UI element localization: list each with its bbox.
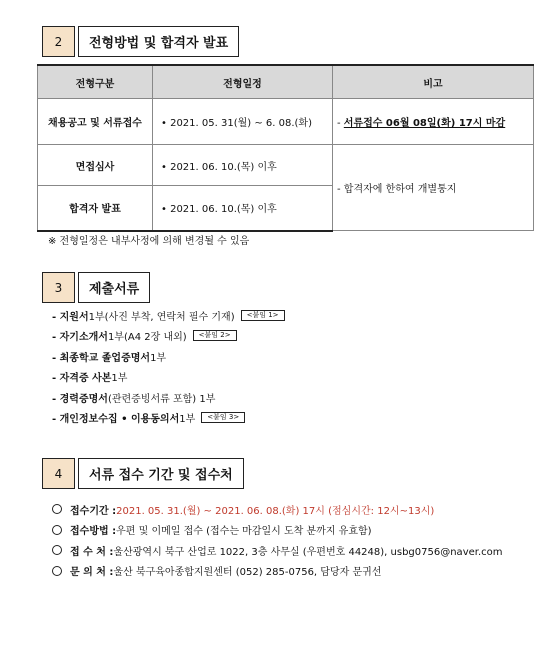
application-info-list: [52, 499, 503, 581]
note-deadline: 서류접수 06월 08일(화) 17시 마감: [343, 118, 506, 129]
attachment-badge: <붙임 2>: [193, 330, 237, 341]
table-header-row: [38, 65, 534, 99]
list-item: [52, 408, 285, 429]
row-note: [333, 99, 534, 145]
doc-desc: 1부(사진 부착, 연락처 필수 기재): [88, 311, 235, 323]
schedule-footnote: ※ 전형일정은 내부사정에 의해 변경될 수 있음: [48, 236, 250, 247]
info-label: 접수기간 :: [70, 505, 117, 517]
doc-desc: 1부: [111, 373, 128, 385]
doc-desc: (관련증빙서류 포함) 1부: [107, 393, 216, 405]
circle-bullet-icon: [52, 525, 62, 535]
row-date: • 2021. 06. 10.(목) 이후: [153, 145, 333, 186]
header-type: 전형구분: [38, 65, 153, 99]
section-4-header: [42, 458, 244, 489]
info-value: 울산 북구육아종합지원센터 (052) 285-0756, 담당자 문귀선: [113, 567, 382, 579]
doc-name: - 지원서: [52, 311, 89, 323]
section-title: 전형방법 및 합격자 발표: [78, 26, 239, 57]
list-item: [52, 367, 285, 388]
list-item: [52, 346, 285, 367]
section-title: 서류 접수 기간 및 접수처: [78, 458, 244, 489]
list-item: [52, 326, 285, 347]
row-date: • 2021. 05. 31(월) ~ 6. 08.(화): [153, 99, 333, 145]
circle-bullet-icon: [52, 504, 62, 514]
list-item: [52, 540, 503, 561]
table-row: [38, 145, 534, 186]
info-label: 문 의 처 :: [70, 567, 114, 579]
section-title: 제출서류: [78, 272, 150, 303]
info-value: 2021. 05. 31.(월) ~ 2021. 06. 08.(화) 17시 (점심시간: 12시~13시): [116, 505, 435, 517]
section-number: 3: [42, 272, 75, 303]
info-label: 접수방법 :: [70, 526, 117, 538]
circle-bullet-icon: [52, 545, 62, 555]
row-type: 채용공고 및 서류접수: [38, 99, 153, 145]
doc-name: - 자격증 사본: [52, 373, 112, 385]
note-prefix: -: [337, 118, 344, 129]
section-2-header: [42, 26, 239, 57]
schedule-table: [37, 64, 534, 232]
circle-bullet-icon: [52, 566, 62, 576]
doc-desc: 1부: [179, 414, 196, 426]
list-item: [52, 561, 503, 582]
merged-note: - 합격자에 한하여 개별통지: [333, 145, 534, 231]
document-list: [52, 305, 285, 428]
list-item: [52, 387, 285, 408]
info-value: 울산광역시 북구 산업로 1022, 3층 사무실 (우편번호 44248), usbg0756@naver.com: [113, 546, 503, 558]
doc-desc: 1부: [150, 352, 167, 364]
doc-desc: 1부(A4 2장 내외): [107, 332, 187, 344]
doc-name: - 자기소개서: [52, 332, 108, 344]
row-type: 합격자 발표: [38, 186, 153, 231]
row-type: 면접심사: [38, 145, 153, 186]
row-date: • 2021. 06. 10.(목) 이후: [153, 186, 333, 231]
section-3-header: [42, 272, 150, 303]
list-item: [52, 305, 285, 326]
list-item: [52, 499, 503, 520]
info-value: 우편 및 이메일 접수 (접수는 마감일시 도착 분까지 유효함): [116, 526, 372, 538]
section-number: 2: [42, 26, 75, 57]
doc-name: - 경력증명서: [52, 393, 108, 405]
doc-name: - 개인정보수집 • 이용동의서: [52, 414, 180, 426]
header-note: 비고: [333, 65, 534, 99]
list-item: [52, 520, 503, 541]
attachment-badge: <붙임 3>: [201, 412, 245, 423]
doc-name: - 최종학교 졸업증명서: [52, 352, 151, 364]
section-number: 4: [42, 458, 75, 489]
attachment-badge: <붙임 1>: [241, 310, 285, 321]
info-label: 접 수 처 :: [70, 546, 114, 558]
header-date: 전형일정: [153, 65, 333, 99]
table-row: [38, 99, 534, 145]
